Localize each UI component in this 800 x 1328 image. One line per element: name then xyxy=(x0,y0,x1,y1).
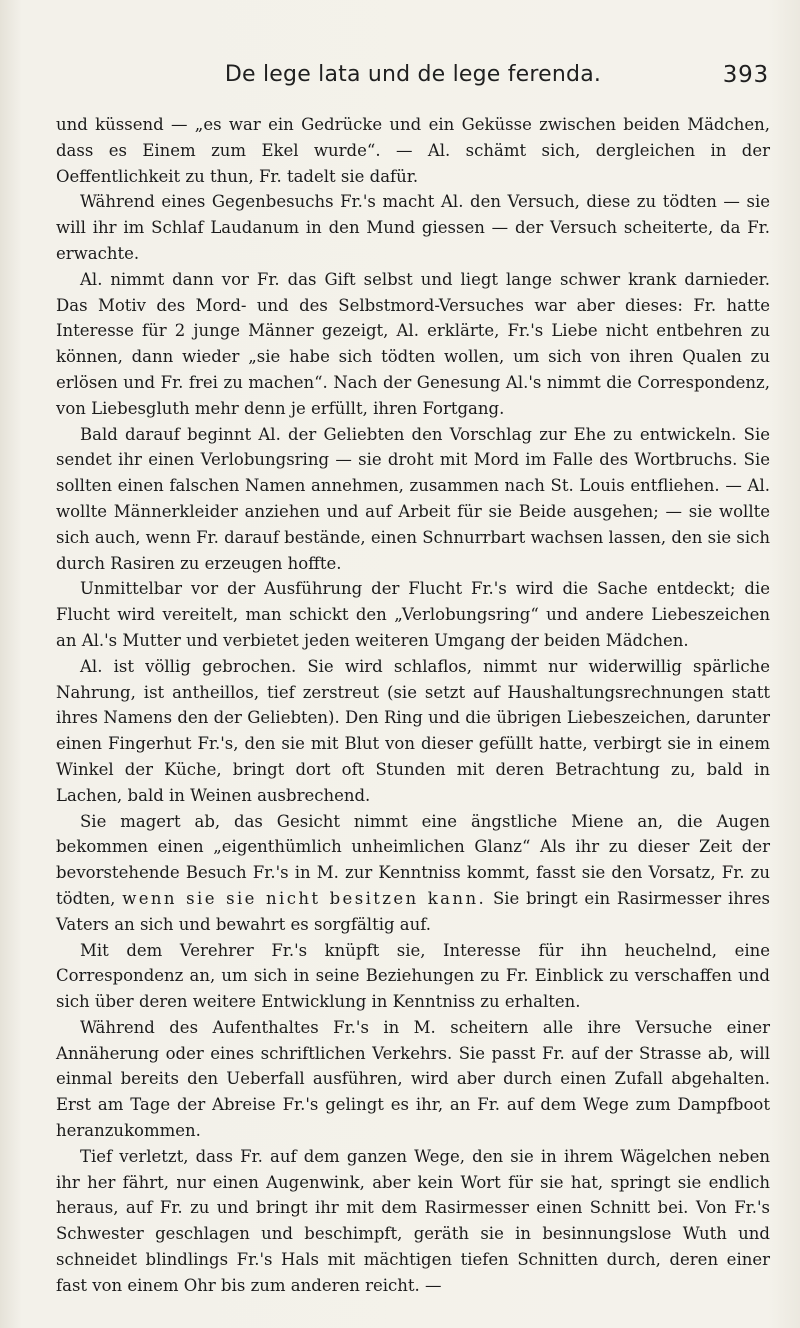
paragraph-1: und küssend — „es war ein Gedrücke und ein Geküsse zwischen beiden Mädchen, dass es Einem zum Ekel wurde“. — Al. schämt sich, dergleichen in der Oeffentlichkeit zu thun, Fr. tadelt sie dafür. xyxy=(56,115,770,186)
running-title: De lege lata und de lege ferenda. xyxy=(224,62,602,87)
paragraph-3: Al. nimmt dann vor Fr. das Gift selbst und liegt lange schwer krank darnieder. Das Motiv des Mord- und des Selbstmord-Versuches war aber dieses: Fr. hatte Interesse für 2 junge Männer gezeigt, Al. erklärte, Fr.'s Liebe nicht entbehren zu können, dann wieder „sie habe sich tödten wollen, um sich von ihren Qualen zu erlösen und Fr. frei zu machen“. Nach der Genesung Al.'s nimmt die Correspondenz, von Liebesgluth mehr denn je erfüllt, ihren Fortgang. xyxy=(56,269,770,418)
paragraph-5: Unmittelbar vor der Ausführung der Flucht Fr.'s wird die Sache entdeckt; die Flucht wird vereitelt, man schickt den „Verlobungsring“ und andere Liebeszeichen an Al.'s Mutter und verbietet jeden weiteren Umgang der beiden Mädchen. xyxy=(56,579,770,650)
emphasis-spaced-text: wenn sie sie nicht besitzen kann. xyxy=(122,888,487,908)
paragraph-7-end: Sie bringt ein Rasirmesser ihres Vaters an sich und bewahrt es sorgfältig auf. xyxy=(56,888,771,934)
paragraph-8: Mit dem Verehrer Fr.'s knüpft sie, Interesse für ihn heuchelnd, eine Correspondenz an, um sich in seine Beziehungen zu Fr. Einblick zu verschaffen und sich über deren weitere Entwicklung in Kenntniss zu erhalten. xyxy=(56,940,770,1012)
paragraph-7 xyxy=(56,809,770,938)
paragraph-4: Bald darauf beginnt Al. der Geliebten den Vorschlag zur Ehe zu entwickeln. Sie sendet ihr einen Verlobungsring — sie droht mit Mord im Falle des Wortbruchs. Sie sollten einen falschen Namen annehmen, zusammen nach St. Louis entfliehen. — Al. wollte Männerkleider anziehen und auf Arbeit für sie Beide ausgehen; — sie wollte sich auch, wenn Fr. darauf bestände, einen Schnurrbart wachsen lassen, den sie sich durch Rasiren zu erzeugen hoffte. xyxy=(56,424,770,573)
paragraph-7-start: Sie magert ab, das Gesicht nimmt eine ängstliche Miene an, die Augen bekommen einen „eigenthümlich unheimlichen Glanz“ Als ihr zu dieser Zeit der bevorstehende Besuch Fr.'s in M. zur Kenntniss kommt, fasst sie den Vorsatz, Fr. zu tödten, xyxy=(56,811,770,908)
paragraph-10: Tief verletzt, dass Fr. auf dem ganzen Wege, den sie in ihrem Wägelchen neben ihr her fährt, nur einen Augenwink, aber kein Wort für sie hat, springt sie endlich heraus, auf Fr. zu und bringt ihr mit dem Rasirmesser einen Schnitt bei. Von Fr.'s Schwester geschlagen und beschimpft, geräth sie in besinnungslose Wuth und schneidet blindlings Fr.'s Hals mit mächtigen tiefen Schnitten durch, deren einer fast von einem Ohr bis zum anderen reicht. — xyxy=(56,1146,770,1295)
paragraph-9: Während des Aufenthaltes Fr.'s in M. scheitern alle ihre Versuche einer Annäherung oder eines schriftlichen Verkehrs. Sie passt Fr. auf der Strasse ab, will einmal bereits den Ueberfall ausführen, wird aber durch einen Zufall abgehalten. Erst am Tage der Abreise Fr.'s gelingt es ihr, an Fr. auf dem Wege zum Dampfboot heranzukommen. xyxy=(56,1017,770,1141)
paragraph-6: Al. ist völlig gebrochen. Sie wird schlaflos, nimmt nur widerwillig spärliche Nahrung, ist antheillos, tief zerstreut (sie setzt auf Haushaltungsrechnungen statt ihres Namens den der Geliebten). Den Ring und die übrigen Liebeszeichen, darunter einen Fingerhut Fr.'s, den sie mit Blut von dieser gefüllt hatte, verbirgt sie in einem Winkel der Küche, bringt dort oft Stunden mit deren Betrachtung zu, bald in Lachen, bald in Weinen ausbrechend. xyxy=(56,656,770,805)
page-header xyxy=(57,62,769,96)
page-number: 393 xyxy=(722,62,769,88)
paragraph-2: Während eines Gegenbesuchs Fr.'s macht Al. den Versuch, diese zu tödten — sie will ihr im Schlaf Laudanum in den Mund giessen — der Versuch scheiterte, da Fr. erwachte. xyxy=(56,192,770,263)
body-text xyxy=(56,112,770,1299)
